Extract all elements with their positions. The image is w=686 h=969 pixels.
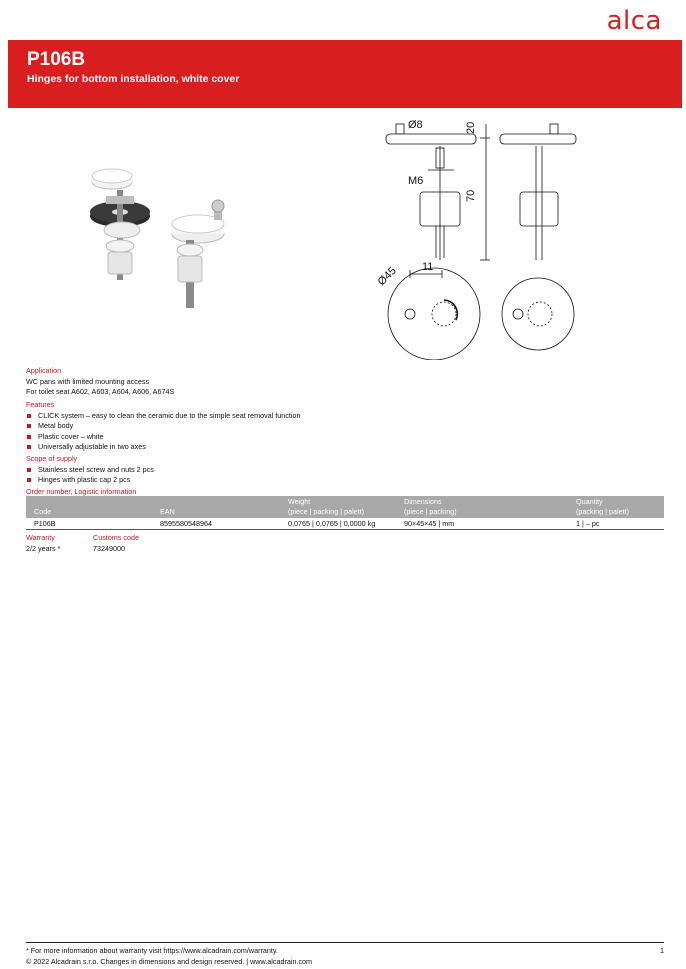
customs-heading: Customs code — [93, 533, 139, 542]
product-subtitle: Hinges for bottom installation, white cover — [27, 73, 240, 85]
order-heading: Order number, Logistic information — [26, 487, 137, 496]
dim-offset: 11 — [422, 261, 434, 273]
col-ean: EAN — [160, 507, 175, 516]
product-photo — [78, 160, 258, 320]
alca-logo: alca — [606, 6, 662, 36]
warranty-heading: Warranty — [26, 533, 55, 542]
dim-height-main: 70 — [465, 189, 477, 202]
title-banner — [8, 40, 682, 108]
features-section — [26, 400, 300, 453]
col-quantity-sub: (packing | palett) — [576, 507, 630, 516]
feature-item: Metal body — [26, 421, 300, 432]
dim-plate-diameter: Ø45 — [375, 264, 399, 289]
customs-value: 73249000 — [93, 543, 125, 553]
application-heading: Application — [26, 366, 62, 375]
table-header — [26, 496, 664, 518]
footer-copyright: © 2022 Alcadrain s.r.o. Changes in dimensions and design reserved. | www.alcadrain.com — [26, 957, 313, 966]
warranty-section — [26, 533, 60, 554]
col-dimensions: Dimensions — [404, 497, 442, 506]
feature-item: Plastic cover – white — [26, 432, 300, 443]
feature-item: Universally adjustable in two axes — [26, 442, 300, 453]
scope-item: Hinges with plastic cap 2 pcs — [26, 475, 154, 486]
application-section — [26, 366, 174, 398]
order-table — [26, 496, 664, 530]
footer-warranty-note: * For more information about warranty visit https://www.alcadrain.com/warranty. — [26, 946, 278, 955]
scope-heading: Scope of supply — [26, 454, 78, 463]
application-line: For toilet seat A602, A603, A604, A606, A674S — [26, 387, 175, 397]
footer-divider — [26, 942, 664, 943]
dim-top-diameter: Ø8 — [408, 119, 423, 131]
application-line: WC pans with limited mounting access — [26, 376, 150, 386]
dim-height-top: 20 — [465, 121, 477, 134]
col-code: Code — [34, 507, 52, 516]
warranty-value: 2/2 years * — [26, 543, 61, 553]
features-heading: Features — [26, 400, 55, 409]
col-quantity: Quantity — [576, 497, 603, 506]
page-number: 1 — [660, 946, 664, 955]
col-weight-sub: (piece | packing | palett) — [288, 507, 365, 516]
dim-thread: M6 — [408, 175, 424, 187]
col-dimensions-sub: (piece | packing) — [404, 507, 457, 516]
col-weight: Weight — [288, 497, 311, 506]
table-row: P106B 8595580548964 0,0765 | 0,0765 | 0,0000 kg 90×45×45 | mm 1 | – pc — [26, 518, 664, 530]
scope-item: Stainless steel screw and nuts 2 pcs — [26, 465, 154, 476]
technical-drawing — [370, 110, 580, 360]
product-code: P106B — [27, 49, 86, 70]
customs-section — [93, 533, 139, 554]
feature-item: CLICK system – easy to clean the ceramic due to the simple seat removal function — [26, 411, 300, 422]
scope-section — [26, 454, 154, 486]
